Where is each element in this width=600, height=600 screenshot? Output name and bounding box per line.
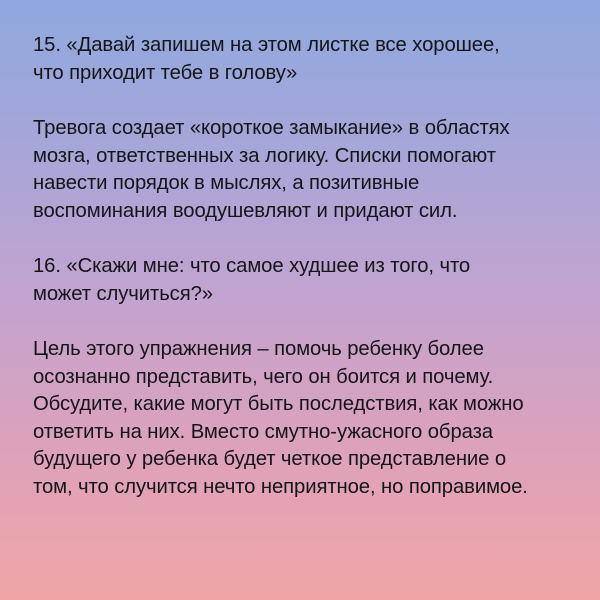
text-line: осознанно представить, чего он боится и почему.	[33, 365, 494, 388]
heading-16	[33, 253, 578, 308]
text-line: Цель этого упражнения – помочь ребенку более	[33, 338, 484, 360]
text-line: воспоминания воодушевляют и придают сил.	[33, 199, 458, 222]
paragraph-16	[33, 336, 578, 501]
heading-15	[33, 32, 578, 87]
text-card	[33, 32, 578, 529]
text-line: 15. «Давай запишем на этом листке все хорошее,	[33, 34, 500, 56]
paragraph-15	[33, 115, 578, 225]
text-line: Тревога создает «короткое замыкание» в областях	[33, 117, 510, 139]
text-line: будущего у ребенка будет четкое представление о	[33, 448, 507, 470]
text-line: мозга, ответственных за логику. Списки помогают	[33, 144, 496, 167]
text-line: ответить на них. Вместо смутно-ужасного образа	[33, 420, 493, 443]
text-line: может случиться?»	[33, 282, 213, 305]
text-line: том, что случится нечто неприятное, но поправимое.	[33, 475, 528, 498]
text-line: навести порядок в мыслях, а позитивные	[33, 172, 420, 194]
text-line: 16. «Скажи мне: что самое худшее из того, что	[33, 255, 471, 277]
text-line: Обсудите, какие могут быть последствия, как можно	[33, 393, 524, 415]
text-line: что приходит тебе в голову»	[33, 61, 298, 84]
